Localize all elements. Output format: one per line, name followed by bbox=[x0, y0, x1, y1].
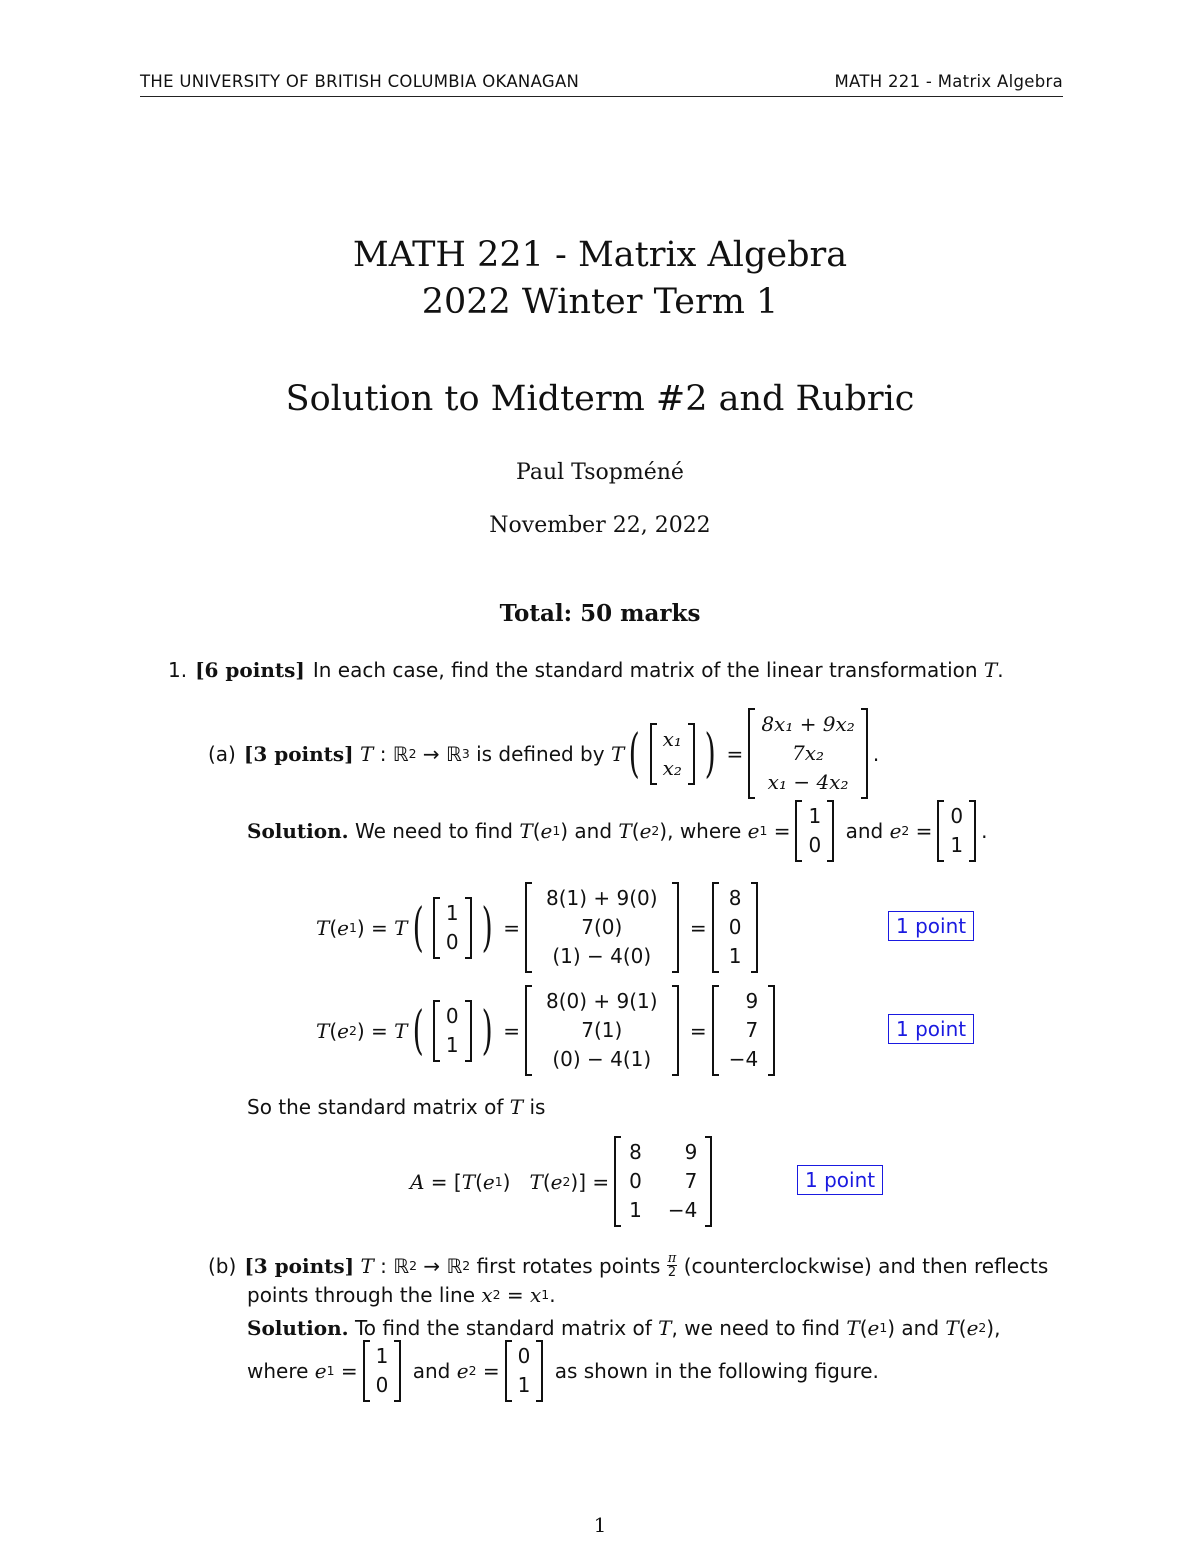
q1a-points: [3 points] bbox=[243, 741, 354, 766]
term-title: 2022 Winter Term 1 bbox=[421, 282, 779, 322]
e1-vector: 1 0 bbox=[795, 800, 834, 862]
q1a-statement: (a) [3 points] T : ℝ 2 → ℝ 3 is defined by T ( x₁ x₂ ) = 8x₁ + 9x₂ 7x₂ x₁ − 4x₂ . bbox=[208, 708, 879, 799]
output-vector: 8x₁ + 9x₂ 7x₂ x₁ − 4x₂ bbox=[748, 708, 868, 799]
q1b-solution-vectors: where e 1 = 1 0 and e 2 = 0 1 as shown in the following figure. bbox=[247, 1340, 879, 1402]
te2-equation: T ( e 2 ) = T ( 0 1 ) = 8(0) + 9(1) 7(1) (0) − 4(1) = 9 7 −4 bbox=[316, 985, 780, 1076]
point-badge: 1 point bbox=[888, 911, 974, 941]
document-title: Solution to Midterm #2 and Rubric bbox=[285, 379, 915, 419]
header-rule bbox=[140, 96, 1063, 97]
q1-statement: 1. [6 points] In each case, find the standard matrix of the linear transformation T . bbox=[168, 658, 1004, 682]
author: Paul Tsopméné bbox=[516, 460, 684, 485]
te1-equation: T ( e 1 ) = T ( 1 0 ) = 8(1) + 9(0) 7(0) (1) − 4(0) = 8 0 1 bbox=[316, 882, 763, 973]
q1a-solution-intro: Solution. We need to find T ( e 1 ) and T ( e 2 ) , where e 1 = 1 0 and e 2 = 0 1 . bbox=[247, 800, 988, 862]
running-header-left: THE UNIVERSITY OF BRITISH COLUMBIA OKANAGAN bbox=[140, 72, 580, 91]
q1a-text: is defined by bbox=[476, 741, 605, 766]
q1-number: 1. bbox=[168, 658, 188, 682]
point-badge: 1 point bbox=[797, 1165, 883, 1195]
standard-matrix: 8 9 0 7 1 −4 bbox=[614, 1136, 712, 1227]
total-marks: Total: 50 marks bbox=[499, 600, 701, 627]
input-vector: x₁ x₂ bbox=[650, 723, 695, 785]
e2-vector: 0 1 bbox=[937, 800, 976, 862]
date: November 22, 2022 bbox=[489, 513, 711, 538]
so-statement: So the standard matrix of T is bbox=[247, 1095, 546, 1119]
point-badge: 1 point bbox=[888, 1014, 974, 1044]
q1b-statement: (b) [3 points] T : ℝ 2 → ℝ 2 first rotates points π 2 (counterclockwise) and then reflects bbox=[208, 1251, 1049, 1280]
course-title: MATH 221 - Matrix Algebra bbox=[352, 235, 848, 275]
q1-points: [6 points] bbox=[195, 658, 305, 682]
q1b-solution-intro: Solution. To find the standard matrix of T , we need to find T ( e 1 ) and T ( e 2 ), bbox=[247, 1316, 1001, 1340]
running-header-right: MATH 221 - Matrix Algebra bbox=[834, 72, 1063, 91]
q1-text: In each case, find the standard matrix of the linear transformation bbox=[312, 658, 978, 682]
a-matrix-equation: A = [ T ( e 1 ) T ( e 2 )] = 8 9 0 7 1 −4 bbox=[410, 1136, 717, 1227]
solution-label: Solution. bbox=[247, 819, 349, 843]
q1a-label: (a) bbox=[208, 741, 236, 766]
page-number: 1 bbox=[593, 1513, 607, 1537]
q1b-statement-cont: points through the line x 2 = x 1 . bbox=[247, 1283, 556, 1307]
